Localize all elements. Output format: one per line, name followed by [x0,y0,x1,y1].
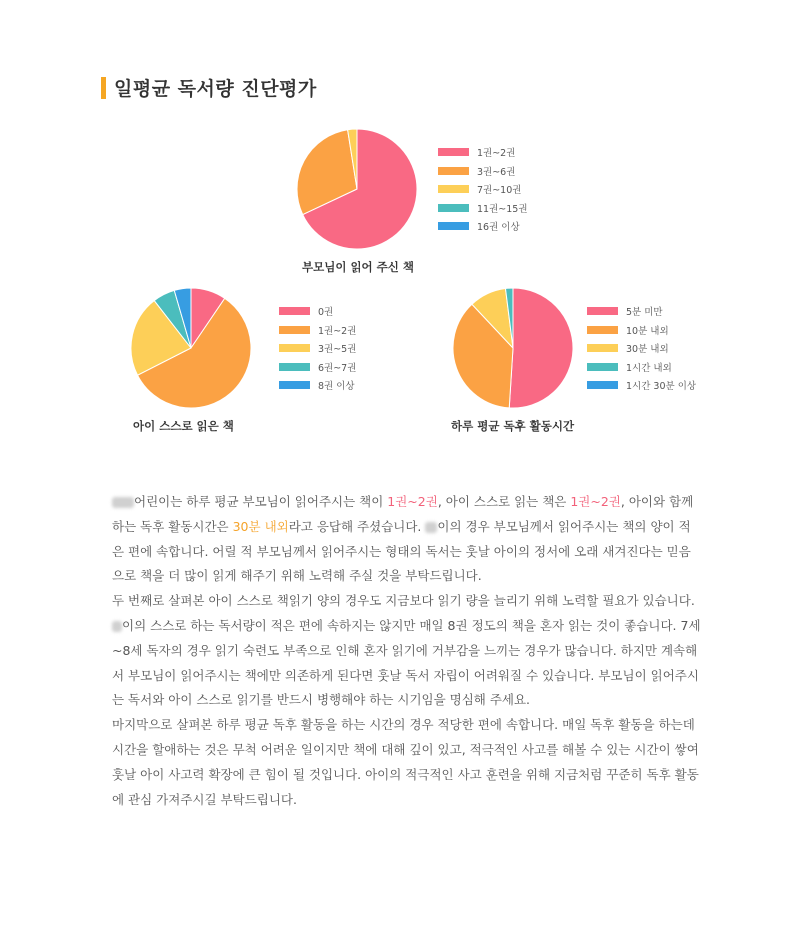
pie-slice [509,288,573,408]
legend-item: 10분 내외 [587,321,696,340]
legend-item: 1권~2권 [438,143,528,162]
legend-item: 11권~15권 [438,199,528,218]
legend-item: 30분 내외 [587,339,696,358]
parent-read-chart-caption: 부모님이 읽어 주신 책 [302,260,414,274]
child-read-legend [279,302,356,395]
activity-time-legend [587,302,696,395]
report-paragraph-1: 어린이는 하루 평균 부모님이 읽어주시는 책이 1권~2권, 아이 스스로 읽는 책은 1권~2권, 아이와 함께하는 독후 활동시간은 30분 내외라고 응답해 주셨습니다. 이의 경우 부모님께서 읽어주시는 책의 양이 적은 편에 속합니다. 어릴 적 부모님께서 읽어주시는 형태의 독서는 훗날 아이의 정서에 오래 새겨진다는 믿음으로 책을 더 많이 읽게 해주기 위해 노력해 주실 것을 부탁드립니다. [112,494,694,584]
highlight-value: 30분 내외 [232,518,289,534]
parent-read-pie-chart [296,128,418,250]
legend-item: 1시간 30분 이상 [587,376,696,395]
legend-item: 6권~7권 [279,358,356,377]
page-title: 일평균 독서량 진단평가 [114,78,317,100]
report-paragraph-2: 두 번째로 살펴본 아이 스스로 책읽기 양의 경우도 지금보다 읽기 량을 늘리기 위해 노력할 필요가 있습니다. 이의 스스로 하는 독서량이 적은 편에 속하지는 않지만 매일 8권 정도의 책을 혼자 읽는 것이 좋습니다. 7세~8세 독자의 경우 읽기 숙련도 부족으로 인해 혼자 읽기에 거부감을 느끼는 경우가 많습니다. 하지만 계속해서 부모님이 읽어주시는 책에만 의존하게 된다면 훗날 독서 자립이 어려워질 수 있습니다. 부모님이 읽어주시는 독서와 아이 스스로 읽기를 반드시 병행해야 하는 시기임을 명심해 주세요. [112,593,701,708]
legend-item: 7권~10권 [438,180,528,199]
redacted-name [425,522,437,533]
legend-item: 16권 이상 [438,217,528,236]
legend-item: 0권 [279,302,356,321]
legend-item: 8권 이상 [279,376,356,395]
legend-item: 3권~5권 [279,339,356,358]
legend-item: 3권~6권 [438,162,528,181]
parent-read-legend [438,143,528,236]
title-accent-bar [101,77,106,99]
activity-time-pie-chart [452,287,574,409]
legend-item: 1권~2권 [279,321,356,340]
redacted-name [112,497,134,508]
activity-time-chart-caption: 하루 평균 독후 활동시간 [451,419,575,433]
child-read-chart-caption: 아이 스스로 읽은 책 [133,419,234,433]
legend-item: 1시간 내외 [587,358,696,377]
highlight-value: 1권~2권 [387,494,438,509]
highlight-value: 1권~2권 [570,494,621,509]
redacted-name [112,621,122,632]
child-read-pie-chart [130,287,252,409]
legend-item: 5분 미만 [587,302,696,321]
diagnosis-report [112,490,702,812]
report-paragraph-3: 마지막으로 살펴본 하루 평균 독후 활동을 하는 시간의 경우 적당한 편에 속합니다. 매일 독후 활동을 하는데 시간을 할애하는 것은 무척 어려운 일이지만 책에 대해 깊이 있고, 적극적인 사고를 해볼 수 있는 시간이 쌓여 훗날 아이 사고력 확장에 큰 힘이 될 것입니다. 아이의 적극적인 사고 훈련을 위해 지금처럼 꾸준히 독후 활동에 관심 가져주시길 부탁드립니다. [112,717,699,807]
